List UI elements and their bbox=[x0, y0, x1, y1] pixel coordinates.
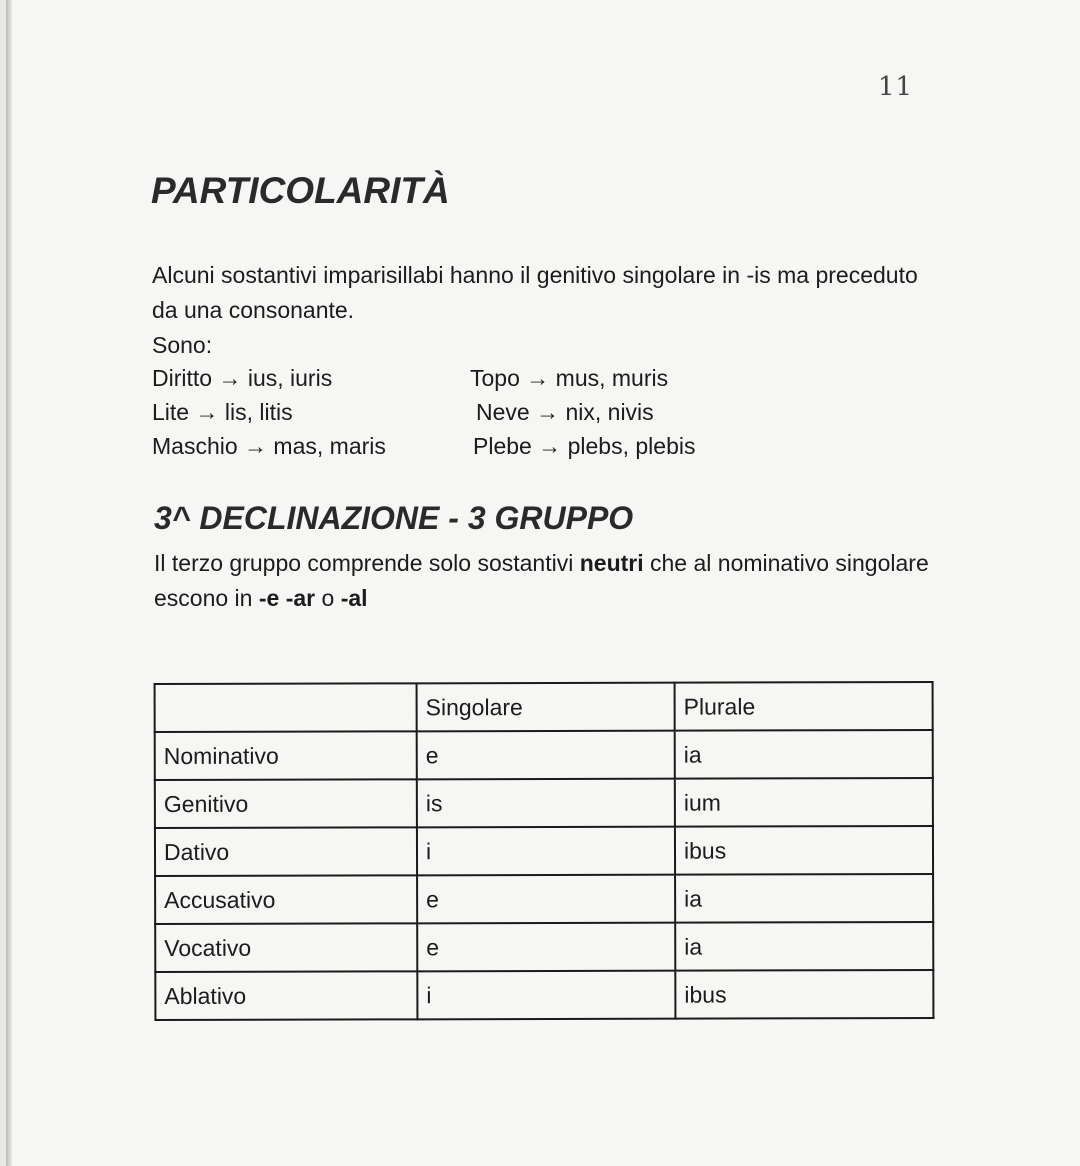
table-header-plurale: Plurale bbox=[675, 682, 933, 731]
table-cell-singolare: e bbox=[417, 731, 675, 780]
table-cell-plurale: ia bbox=[675, 922, 933, 971]
example-right-2: Neve → nix, nivis bbox=[476, 399, 654, 425]
page-edge bbox=[6, 0, 12, 1166]
table-cell-singolare: i bbox=[417, 827, 675, 876]
table-row bbox=[155, 970, 933, 1020]
table-cell-singolare: is bbox=[417, 779, 675, 828]
table-cell-case: Vocativo bbox=[155, 923, 417, 972]
table-row bbox=[155, 778, 933, 828]
example-right-1: Topo → mus, muris bbox=[470, 365, 669, 391]
example-left-1: Diritto → ius, iuris bbox=[152, 365, 333, 391]
table-row bbox=[155, 922, 933, 972]
desc-bold-endings: -e -ar bbox=[258, 585, 316, 611]
table-cell-case: Dativo bbox=[155, 827, 417, 876]
table-header-case bbox=[155, 683, 417, 732]
example-left-2: Lite → lis, litis bbox=[152, 399, 293, 425]
desc-bold-al: -al bbox=[340, 585, 368, 611]
table-cell-singolare: e bbox=[417, 875, 675, 924]
table-header-row bbox=[155, 682, 933, 732]
table-cell-singolare: i bbox=[417, 971, 675, 1020]
page-number: 11 bbox=[878, 72, 914, 102]
section-title: 3^ DECLINAZIONE - 3 GRUPPO bbox=[154, 500, 634, 536]
example-left-3: Maschio → mas, maris bbox=[152, 433, 386, 459]
table-row bbox=[155, 826, 933, 876]
desc-text-3: o bbox=[315, 585, 341, 611]
table-cell-plurale: ibus bbox=[675, 970, 933, 1019]
table-cell-case: Ablativo bbox=[155, 971, 417, 1020]
page-title: PARTICOLARITÀ bbox=[151, 170, 450, 211]
declension-table bbox=[154, 681, 935, 1021]
table-cell-case: Accusativo bbox=[155, 875, 417, 924]
table-cell-singolare: e bbox=[417, 923, 675, 972]
section-description bbox=[154, 546, 954, 616]
table-cell-plurale: ia bbox=[675, 730, 933, 779]
sono-label: Sono: bbox=[152, 332, 213, 358]
desc-text-2: che al nominativo singolare escono in bbox=[154, 550, 929, 611]
table-row bbox=[155, 730, 933, 780]
example-right-3: Plebe → plebs, plebis bbox=[473, 433, 696, 459]
table-header-singolare: Singolare bbox=[417, 683, 675, 732]
intro-paragraph: Alcuni sostantivi imparisillabi hanno il genitivo singolare in -is ma preceduto da una consonante. bbox=[152, 262, 918, 323]
table-cell-plurale: ia bbox=[675, 874, 933, 923]
desc-bold-neutri: neutri bbox=[579, 550, 644, 576]
table-cell-case: Nominativo bbox=[155, 731, 417, 780]
page bbox=[6, 0, 1080, 1166]
table-cell-plurale: ium bbox=[675, 778, 933, 827]
table-cell-case: Genitivo bbox=[155, 779, 417, 828]
desc-text-1: Il terzo gruppo comprende solo sostantivi bbox=[154, 550, 580, 576]
table-row bbox=[155, 874, 933, 924]
table-body bbox=[155, 730, 934, 1020]
table-cell-plurale: ibus bbox=[675, 826, 933, 875]
